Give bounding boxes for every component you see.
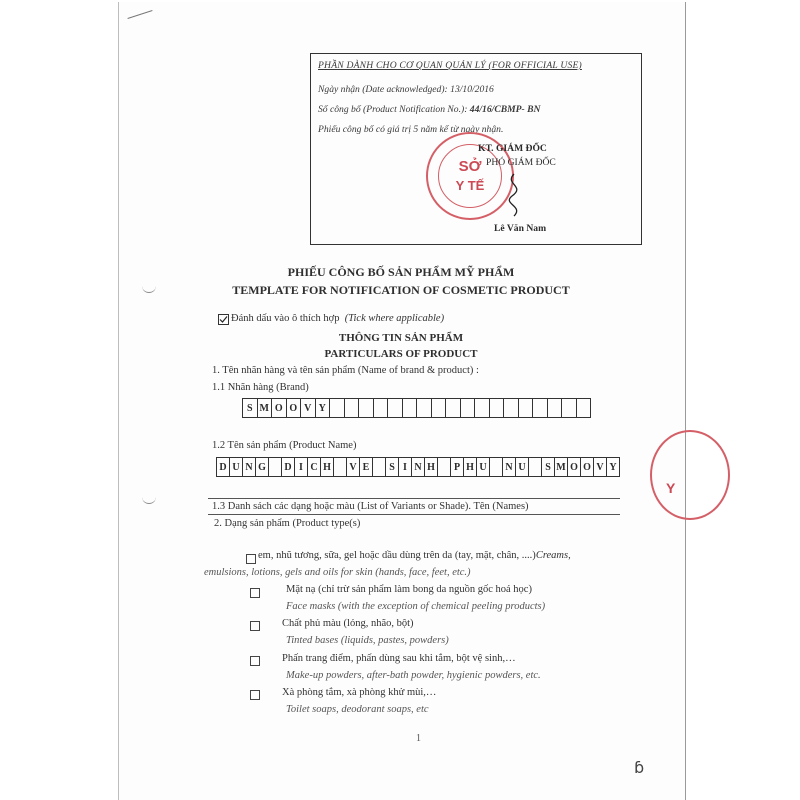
product-char-cell: O (581, 457, 594, 477)
brand-char-cell: M (258, 398, 273, 418)
product-char-cell: U (477, 457, 490, 477)
partial-stamp-text: Y (666, 480, 676, 496)
type-1-line (258, 550, 571, 561)
brand-char-cell (374, 398, 389, 418)
product-char-cell: H (425, 457, 438, 477)
brand-char-cell (403, 398, 418, 418)
product-char-cell: H (321, 457, 334, 477)
product-char-cell (269, 457, 282, 477)
product-char-cell: D (217, 457, 230, 477)
item-1-2-label: 1.2 Tên sản phẩm (Product Name) (212, 440, 357, 451)
product-char-cell: I (295, 457, 308, 477)
type-1-en: emulsions, lotions, gels and oils for skin (hands, face, feet, etc.) (204, 567, 471, 578)
brand-char-cell (548, 398, 563, 418)
product-char-cell: D (282, 457, 295, 477)
brand-char-cell (330, 398, 345, 418)
signatory-title-1: KT. GIÁM ĐỐC (478, 143, 547, 154)
notification-number-line (318, 104, 540, 115)
brand-char-cell (345, 398, 360, 418)
checkbox-toilet-soaps[interactable] (250, 690, 260, 700)
brand-char-cell (504, 398, 519, 418)
product-char-cell: N (412, 457, 425, 477)
signature-scribble (500, 172, 530, 218)
checkbox-tinted-bases[interactable] (250, 621, 260, 631)
product-char-cell: H (464, 457, 477, 477)
tick-instruction-english: (Tick where applicable) (344, 313, 445, 324)
checked-box-icon (218, 314, 229, 325)
product-char-cell (438, 457, 451, 477)
divider-line (208, 498, 620, 499)
notification-number: 44/16/CBMP- BN (469, 104, 541, 115)
product-char-cell: V (347, 457, 360, 477)
item-1-3-label: 1.3 Danh sách các dạng hoặc màu (List of Variants or Shade). Tên (Names) (212, 501, 529, 512)
product-char-cell: O (568, 457, 581, 477)
product-char-cell: S (542, 457, 555, 477)
brand-char-cell (519, 398, 534, 418)
type-5-en: Toilet soaps, deodorant soaps, etc (286, 704, 429, 715)
brand-char-cell (490, 398, 505, 418)
product-char-cell: C (308, 457, 321, 477)
product-char-cell: I (399, 457, 412, 477)
stamp-text-2: Y TẾ (455, 178, 485, 193)
product-char-cell: U (516, 457, 529, 477)
product-char-cell: Y (607, 457, 620, 477)
form-title-vietnamese: PHIẾU CÔNG BỐ SẢN PHẨM MỸ PHẨM (287, 265, 515, 279)
product-char-cell: S (386, 457, 399, 477)
partial-red-stamp (650, 430, 730, 520)
brand-char-cell: O (272, 398, 287, 418)
brand-char-cell: O (287, 398, 302, 418)
product-char-cell: E (360, 457, 373, 477)
product-char-cell: P (451, 457, 464, 477)
signatory-name: Lê Văn Nam (494, 223, 547, 234)
checkbox-face-masks[interactable] (250, 588, 260, 598)
product-char-cell: G (256, 457, 269, 477)
product-char-cell: M (555, 457, 568, 477)
type-1-vi: em, nhũ tương, sữa, gel hoặc dầu dùng trên da (tay, mặt, chân, ....) (258, 550, 536, 561)
product-char-cell: V (594, 457, 607, 477)
product-char-cell: N (243, 457, 256, 477)
tick-instruction: Đánh dấu vào ô thích hợp (231, 313, 340, 324)
section-title-english: PARTICULARS OF PRODUCT (324, 348, 478, 360)
type-3-vi: Chất phủ màu (lỏng, nhão, bột) (282, 618, 414, 629)
type-2-en: Face masks (with the exception of chemical peeling products) (286, 601, 546, 612)
type-1-en-inline: Creams, (535, 550, 571, 561)
brand-char-cell (432, 398, 447, 418)
product-char-cell (490, 457, 503, 477)
brand-char-cell (577, 398, 592, 418)
brand-char-cell: S (243, 398, 258, 418)
signatory-title-2: PHÓ GIÁM ĐỐC (486, 157, 556, 168)
brand-char-cell (562, 398, 577, 418)
section-title-vietnamese: THÔNG TIN SẢN PHẨM (338, 332, 464, 344)
brand-char-cell (475, 398, 490, 418)
item-2-label: 2. Dạng sản phẩm (Product type(s) (214, 518, 361, 529)
brand-char-cell (359, 398, 374, 418)
type-5-vi: Xà phòng tắm, xà phòng khử mùi,… (282, 687, 437, 698)
initials-mark: ɓ (634, 758, 645, 777)
brand-char-cell (533, 398, 548, 418)
type-4-vi: Phấn trang điểm, phấn dùng sau khi tắm, bột vệ sinh,… (282, 653, 516, 664)
checkbox-creams[interactable] (246, 554, 256, 564)
product-char-cell (334, 457, 347, 477)
type-4-en: Make-up powders, after-bath powder, hygienic powders, etc. (286, 670, 541, 681)
stamp-text: SỞ (458, 158, 482, 175)
product-char-cell: N (503, 457, 516, 477)
product-char-cell: U (230, 457, 243, 477)
form-title-english: TEMPLATE FOR NOTIFICATION OF COSMETIC PRODUCT (232, 283, 570, 297)
official-heading: PHẦN DÀNH CHO CƠ QUAN QUẢN LÝ (FOR OFFICIAL USE) (318, 60, 582, 71)
notification-number-label: Số công bố (Product Notification No.): (318, 104, 470, 115)
brand-char-cell (461, 398, 476, 418)
product-char-cell (529, 457, 542, 477)
brand-char-boxes (242, 398, 591, 418)
tick-instruction-line (231, 313, 444, 324)
brand-char-cell (417, 398, 432, 418)
brand-char-cell: V (301, 398, 316, 418)
type-3-en: Tinted bases (liquids, pastes, powders) (286, 635, 449, 646)
product-name-char-boxes (216, 457, 620, 477)
checkbox-make-up-powders[interactable] (250, 656, 260, 666)
item-1-label: 1. Tên nhãn hàng và tên sản phẩm (Name of brand & product) : (212, 365, 479, 376)
type-2-vi: Mặt nạ (chỉ trừ sản phẩm làm bong da nguồn gốc hoá học) (286, 584, 532, 595)
divider-line (208, 514, 620, 515)
page-number: 1 (416, 733, 421, 744)
date-acknowledged: Ngày nhận (Date acknowledged): 13/10/2016 (318, 84, 494, 95)
brand-char-cell (446, 398, 461, 418)
brand-char-cell (388, 398, 403, 418)
product-char-cell (373, 457, 386, 477)
brand-char-cell: Y (316, 398, 331, 418)
item-1-1-label: 1.1 Nhãn hàng (Brand) (212, 382, 309, 393)
validity-note: Phiếu công bố có giá trị 5 năm kể từ ngày nhận. (318, 124, 504, 135)
